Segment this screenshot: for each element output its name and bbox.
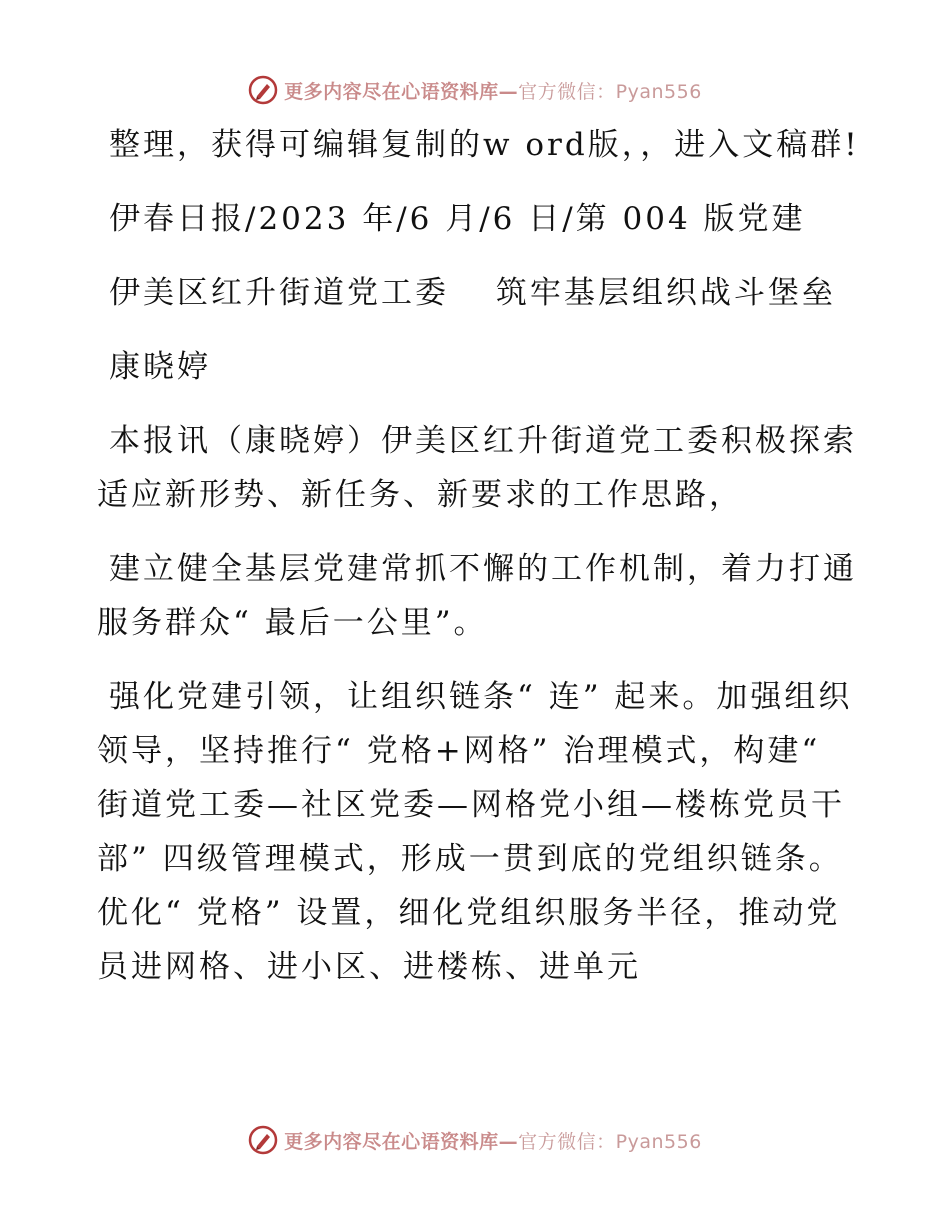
pen-logo-icon: [248, 1125, 278, 1155]
document-body: [97, 118, 867, 1014]
article-title: 伊美区红升街道党工委 筑牢基层组织战斗堡垒: [109, 275, 836, 311]
paragraph-lead: 本报讯（康晓婷）伊美区红升街道党工委积极探索适应新形势、新任务、新要求的工作思路，: [97, 423, 857, 513]
paragraph-intro: 整理，获得可编辑复制的w ord版，，进入文稿群!: [109, 127, 860, 163]
watermark-brand: 更多内容尽在心语资料库: [284, 80, 499, 103]
watermark-dash: —: [498, 80, 519, 103]
paragraph-mechanism: 建立健全基层党建常抓不懈的工作机制，着力打通服务群众“ 最后一公里”。: [97, 551, 857, 641]
watermark-text: [284, 77, 702, 104]
watermark-wechat: 官方微信：Pyan556: [518, 1130, 702, 1153]
watermark-dash: —: [498, 1130, 519, 1153]
pen-logo-icon: [248, 75, 278, 105]
watermark-brand: 更多内容尽在心语资料库: [284, 1130, 499, 1153]
footer-watermark: [0, 1120, 950, 1160]
paragraph-source: 伊春日报/2023 年/6 月/6 日/第 004 版党建: [109, 201, 806, 237]
article-author: 康晓婷: [109, 349, 211, 385]
watermark-wechat: 官方微信：Pyan556: [518, 80, 702, 103]
paragraph-body: 强化党建引领，让组织链条“ 连” 起来。加强组织领导，坚持推行“ 党格+网格” 治理模式，构建“ 街道党工委—社区党委—网格党小组—楼栋党员干部” 四级管理模式，形成一贯到底的党组织链条。优化“ 党格” 设置，细化党组织服务半径，推动党员进网格、进小区、进楼栋、进单元: [97, 679, 853, 985]
header-watermark: [0, 70, 950, 110]
watermark-text: [284, 1127, 702, 1154]
